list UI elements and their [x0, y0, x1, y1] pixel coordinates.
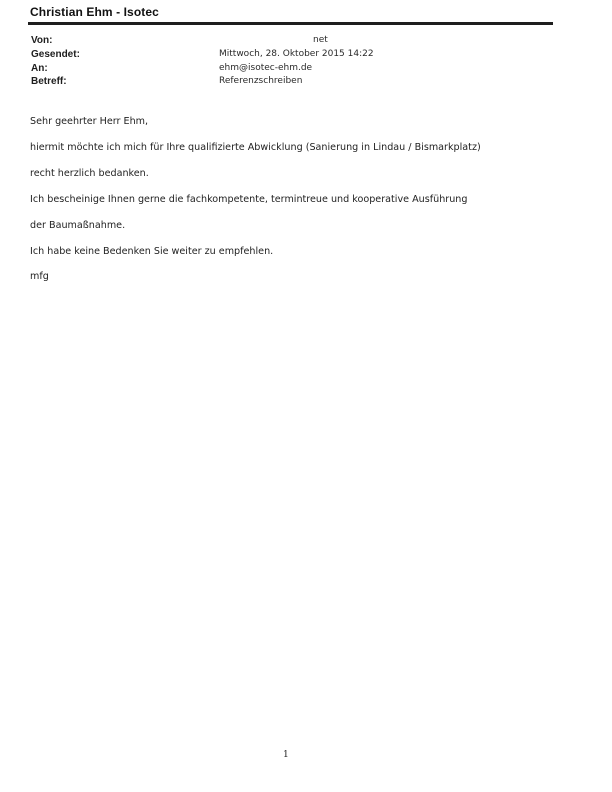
- sent-label: Gesendet:: [31, 49, 80, 60]
- to-label: An:: [31, 63, 48, 74]
- body-line-1: hiermit möchte ich mich für Ihre qualifizierte Abwicklung (Sanierung in Lindau / Bismarkplatz): [30, 142, 481, 153]
- header-divider: [28, 22, 553, 25]
- sent-value: Mittwoch, 28. Oktober 2015 14:22: [219, 49, 374, 59]
- meta-row-subject: [0, 76, 612, 89]
- closing: mfg: [30, 271, 49, 282]
- body-line-4: der Baumaßnahme.: [30, 220, 126, 231]
- page-number: 1: [283, 750, 289, 760]
- from-value: net: [313, 35, 328, 45]
- sender-title: Christian Ehm - Isotec: [30, 5, 159, 19]
- meta-row-from: [0, 35, 612, 48]
- meta-row-to: [0, 63, 612, 76]
- subject-value: Referenzschreiben: [219, 76, 303, 86]
- subject-label: Betreff:: [31, 76, 67, 87]
- to-value: ehm@isotec-ehm.de: [219, 63, 313, 73]
- body-line-2: recht herzlich bedanken.: [30, 168, 149, 179]
- body-line-5: Ich habe keine Bedenken Sie weiter zu empfehlen.: [30, 246, 274, 257]
- from-label: Von:: [31, 35, 53, 46]
- salutation: Sehr geehrter Herr Ehm,: [30, 116, 149, 127]
- meta-row-sent: [0, 49, 612, 62]
- body-line-3: Ich bescheinige Ihnen gerne die fachkompetente, termintreue und kooperative Ausführung: [30, 194, 468, 205]
